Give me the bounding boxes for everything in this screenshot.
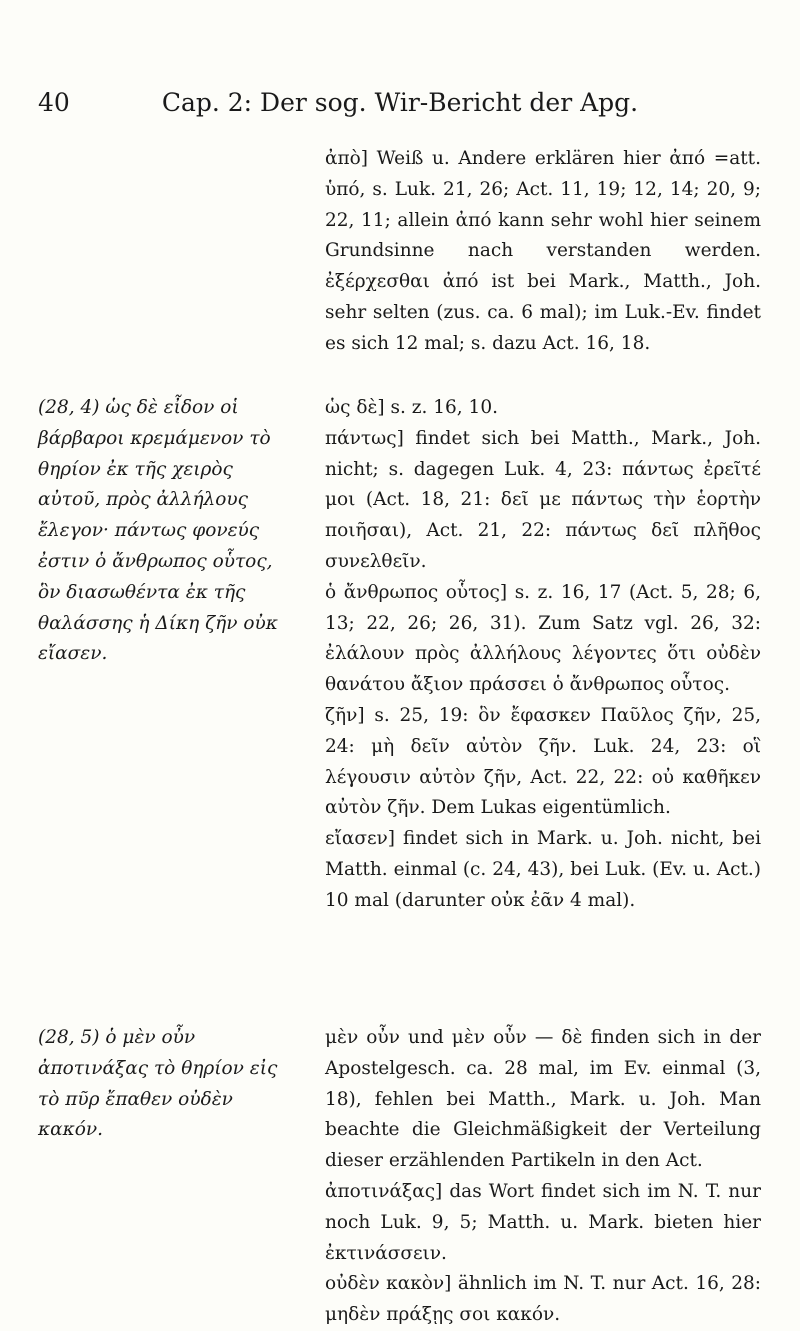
commentary-block-3	[325, 1023, 761, 1331]
commentary-paragraph: πάντως] findet sich bei Matth., Mark., Joh. nicht; s. dagegen Luk. 4, 23: πάντως ἐρεῖτέ μοι (Act. 18, 21: δεῖ με πάντως τὴν ἑορτὴν ποιῆσαι), Act. 21, 22: πάντως δεῖ πλῆθος συνελθεῖν.	[325, 427, 761, 572]
commentary-paragraph: εἴασεν] findet sich in Mark. u. Joh. nicht, bei Matth. einmal (c. 24, 43), bei Luk. (Ev. u. Act.) 10 mal (darunter οὐκ ἐᾶν 4 mal).	[325, 828, 761, 911]
page-header	[38, 88, 762, 120]
margin-note-28-5	[38, 1023, 278, 1146]
commentary-paragraph: ὡς δὲ] s. z. 16, 10.	[325, 397, 498, 418]
commentary-paragraph: μὲν οὖν und μὲν οὖν — δὲ finden sich in der Apostelgesch. ca. 28 mal, im Ev. einmal (3, 18), fehlen bei Matth., Mark. u. Joh. Man beachte die Gleichmäßigkeit der Verteilung dieser erzählenden Partikeln in den Act.	[325, 1027, 761, 1172]
commentary-paragraph: ἀποτινάξας] das Wort findet sich im N. T. nur noch Luk. 9, 5; Matth. u. Mark. bieten hier ἐκτινάσσειν.	[325, 1180, 761, 1264]
margin-note-28-4	[38, 393, 278, 670]
commentary-block-2	[325, 393, 761, 917]
margin-note-text: (28, 5) ὁ μὲν οὖν ἀποτινάξας τὸ θηρίον εἰς τὸ πῦρ ἔπαθεν οὐδὲν κακόν.	[38, 1027, 278, 1141]
commentary-block-1	[325, 144, 761, 360]
running-head: Cap. 2: Der sog. Wir-Bericht der Apg.	[161, 88, 639, 117]
commentary-paragraph: ζῆν] s. 25, 19: ὃν ἔφασκεν Παῦλος ζῆν, 25, 24: μὴ δεῖν αὐτὸν ζῆν. Luk. 24, 23: οἳ λέγουσιν αὐτὸν ζῆν, Act. 22, 22: οὐ καθῆκεν αὐτὸν ζῆν. Dem Lukas eigentümlich.	[325, 704, 761, 819]
margin-note-text: (28, 4) ὡς δὲ εἶδον οἱ βάρβαροι κρεμάμενον τὸ θηρίον ἐκ τῆς χειρὸς αὐτοῦ, πρὸς ἀλλήλους ἔλεγον· πάντως φονεύς ἐστιν ὁ ἄνθρωπος οὗτος, ὃν διασωθέντα ἐκ τῆς θαλάσσης ἡ Δίκη ζῆν οὐκ εἴασεν.	[38, 397, 278, 665]
commentary-paragraph: οὐδὲν κακὸν] ähnlich im N. T. nur Act. 16, 28: μηδὲν πράξῃς σοι κακόν.	[325, 1273, 761, 1326]
commentary-paragraph: ἀπὸ] Weiß u. Andere erklären hier ἀπό =att. ὑπό, s. Luk. 21, 26; Act. 11, 19; 12, 14; 20, 9; 22, 11; allein ἀπό kann sehr wohl hier seinem Grundsinne nach verstanden werden. ἐξέρχεσθαι ἀπό ist bei Mark., Matth., Joh. sehr selten (zus. ca. 6 mal); im Luk.-Ev. findet es sich 12 mal; s. dazu Act. 16, 18.	[325, 148, 761, 354]
page-number: 40	[38, 88, 70, 117]
commentary-paragraph: ὁ ἄνθρωπος οὗτος] s. z. 16, 17 (Act. 5, 28; 6, 13; 22, 26; 26, 31). Zum Satz vgl. 26, 32: ἐλάλουν πρὸς ἀλλήλους λέγοντες ὅτι οὐδὲν θανάτου ἄξιον πράσσει ὁ ἄνθρωπος οὗτος.	[325, 581, 761, 696]
